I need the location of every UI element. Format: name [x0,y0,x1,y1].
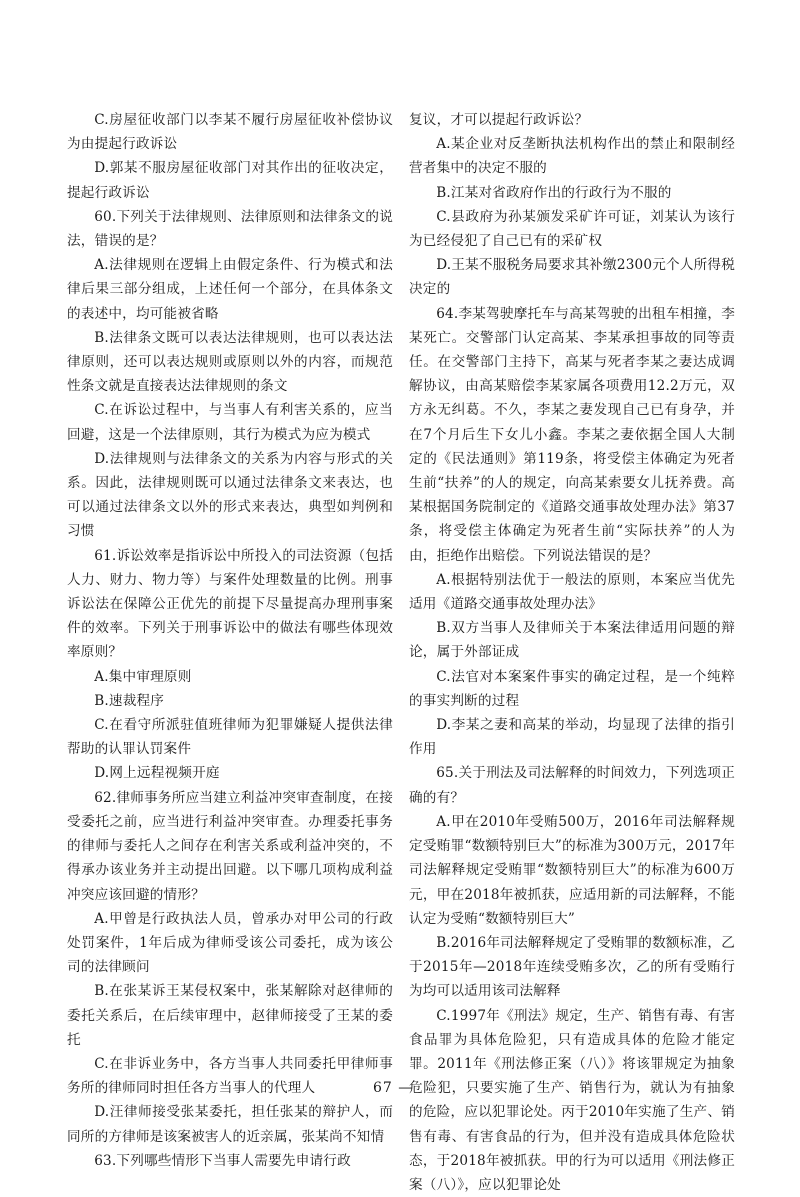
option-b: B.在张某诉王某侵权案中，张某解除对赵律师的委托关系后，在后续审理中，赵律师接受了王某的委托 [67,983,393,1048]
option-d: D.王某不服税务局要求其补缴2300元个人所得税决定的 [409,257,736,298]
option-b: B.速裁程序 [94,692,165,709]
option-d: D.网上远程视频开庭 [94,765,220,782]
question-64: 64.李某驾驶摩托车与高某驾驶的出租车相撞，李某死亡。交警部门认定高某、李某承担事故的同等责任。在交警部门主持下，高某与死者李某之妻达成调解协议，由高某赔偿李某家属各项费用12.2万元，双方永无纠葛。不久，李某之妻发现自己已有身孕，并在7个月后生下女儿小鑫。李某之妻依据全国人大制定的《民法通则》第119条，将受偿主体确定为死者生前“扶养”的人的规定，向高某索要女儿抚养费。高某根据国务院制定的《道路交通事故处理办法》第37条，将受偿主体确定为死者生前“实际扶养”的人为由，拒绝作出赔偿。下列说法错误的是？ [409,305,735,564]
left-column [67,108,393,1173]
option-a: A.根据特别法优于一般法的原则，本案应当优先适用《道路交通事故处理办法》 [409,571,735,613]
option-b: B.法律条文既可以表达法律规则，也可以表达法律原则，还可以表达规则或原则以外的内容，而规范性条文就是直接表达法律规则的条文 [67,329,393,395]
paragraph: D.郭某不服房屋征收部门对其作出的征收决定，提起行政诉讼 [67,160,393,201]
option-a: A.甲在2010年受贿500万，2016年司法解释规定受贿罪“数额特别巨大”的标准为300万元，2017年司法解释规定受贿罪“数额特别巨大”的标准为600万元，甲在2018年被抓获，应适用新的司法解释，不能认定为受贿“数额特别巨大” [409,813,735,927]
paragraph: 复议，才可以提起行政诉讼？ [409,112,589,128]
option-b: B.江某对省政府作出的行政行为不服的 [436,184,672,201]
option-a: A.某企业对反垄断执法机构作出的禁止和限制经营者集中的决定不服的 [409,136,735,177]
option-b: B.2016年司法解释规定了受贿罪的数额标准，乙于2015年—2018年连续受贿多次，乙的所有受贿行为均可以适用该司法解释 [409,934,735,1000]
question-63: 63.下列哪些情形下当事人需要先申请行政 [94,1152,351,1169]
option-c: C.1997年《刑法》规定，生产、销售有毒、有害食品罪为具体危险犯，只有造成具体的危险才能定罪。2011年《刑法修正案（八）》将该罪规定为抽象危险犯，只要实施了生产、销售行为，就认为有抽象的危险，应以犯罪论处。丙于2010年实施了生产、销售有毒、有害食品的行为，但并没有造成具体危险状态，于2018年被抓获。甲的行为可以适用《刑法修正案（八）》，应以犯罪论处 [409,1007,735,1193]
right-column [409,108,735,1197]
option-c: C.在看守所派驻值班律师为犯罪嫌疑人提供法律帮助的认罪认罚案件 [67,717,393,758]
question-60: 60.下列关于法律规则、法律原则和法律条文的说法，错误的是？ [67,208,393,250]
option-c: C.在诉讼过程中，与当事人有利害关系的，应当回避，这是一个法律原则，其行为模式为应为模式 [67,402,393,443]
option-b: B.双方当事人及律师关于本案法律适用问题的辩论，属于外部证成 [409,620,735,661]
option-a: A.法律规则在逻辑上由假定条件、行为模式和法律后果三部分组成，上述任何一个部分，在具体条文的表述中，均可能被省略 [67,257,393,322]
option-d: D.汪律师接受张某委托，担任张某的辩护人，而同所的方律师是该案被害人的近亲属，张某尚不知情 [67,1104,393,1145]
paragraph: C.房屋征收部门以李某不履行房屋征收补偿协议为由提起行政诉讼 [67,112,393,153]
page-number: 67 — [373,1080,414,1096]
question-61: 61.诉讼效率是指诉讼中所投入的司法资源（包括人力、财力、物力等）与案件处理数量的比例。刑事诉讼法在保障公正优先的前提下尽量提高办理刑事案件的效率。下列关于刑事诉讼中的做法有哪些体现效率原则？ [67,547,393,661]
option-a: A.甲曾是行政执法人员，曾承办对甲公司的行政处罚案件，1年后成为律师受该公司委托，成为该公司的法律顾问 [67,910,393,976]
option-c: C.法官对本案案件事实的确定过程，是一个纯粹的事实判断的过程 [409,668,735,709]
question-62: 62.律师事务所应当建立利益冲突审查制度，在接受委托之前，应当进行利益冲突审查。办理委托事务的律师与委托人之间存在利害关系或利益冲突的，不得承办该业务并主动提出回避。以下哪几项构成利益冲突应该回避的情形？ [67,789,393,903]
option-d: D.李某之妻和高某的举动，均显现了法律的指引作用 [409,717,735,758]
option-a: A.集中审理原则 [94,668,192,685]
option-d: D.法律规则与法律条文的关系为内容与形式的关系。因此，法律规则既可以通过法律条文来表达，也可以通过法律条文以外的形式来表达，典型如判例和习惯 [67,450,393,540]
option-c: C.县政府为孙某颁发采矿许可证，刘某认为该行为已经侵犯了自己已有的采矿权 [409,208,735,250]
option-c: C.在非诉业务中，各方当事人共同委托甲律师事务所的律师同时担任各方当事人的代理人 [67,1055,393,1097]
question-65: 65.关于刑法及司法解释的时间效力，下列选项正确的有？ [409,765,735,806]
